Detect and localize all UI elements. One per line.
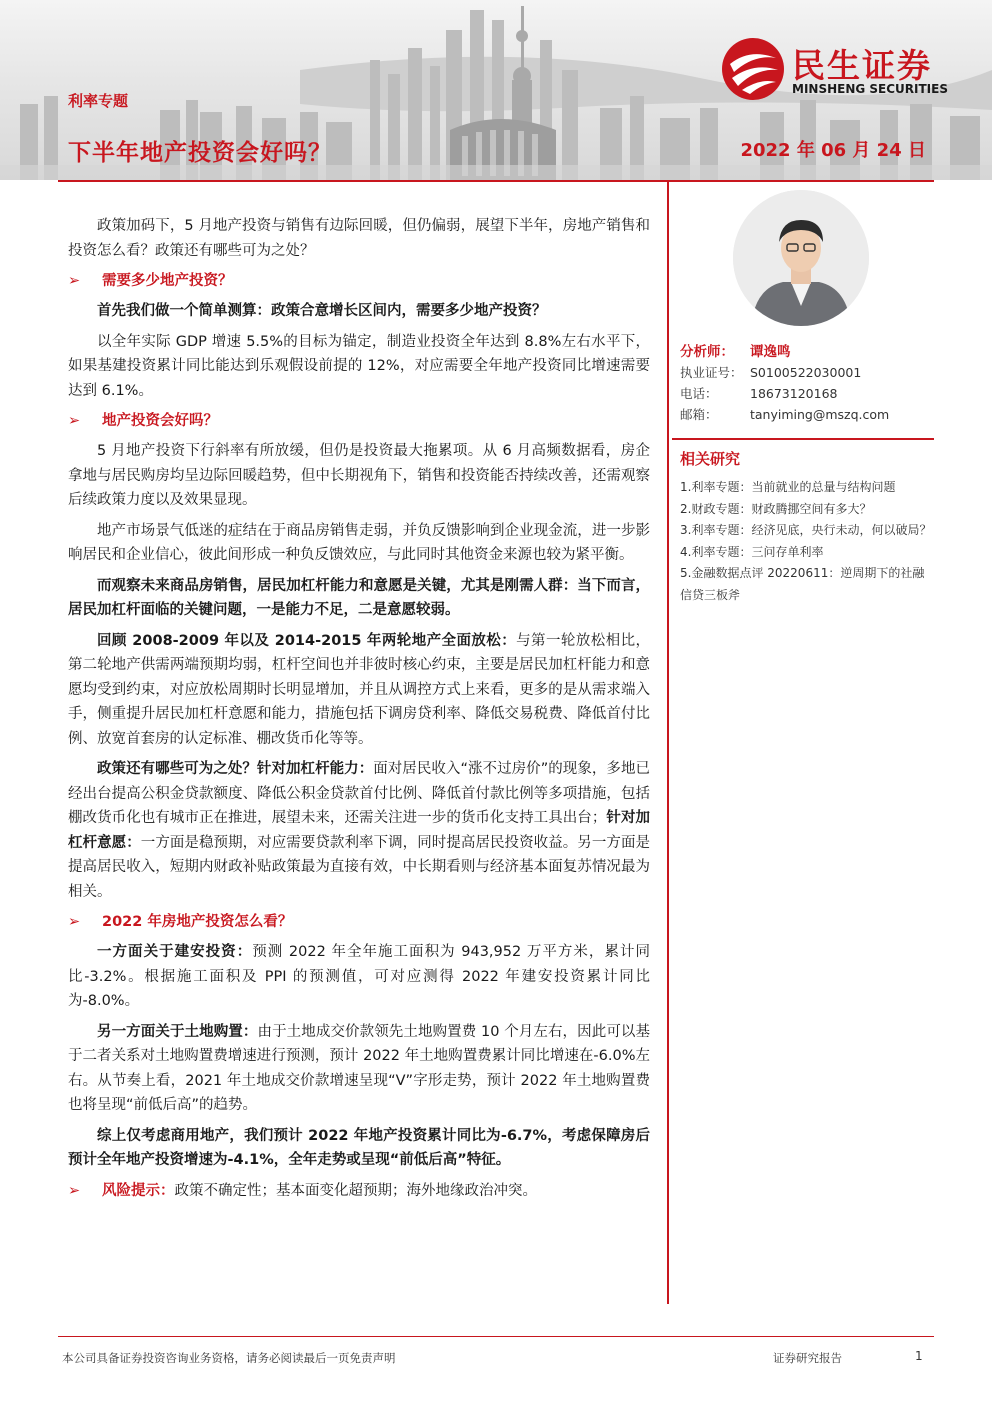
paragraph: 地产市场景气低迷的症结在于商品房销售走弱，并负反馈影响到企业现金流，进一步影响居民和企业信心，彼此间形成一种负反馈效应，与此同时其他资金来源也较为紧平衡。 — [68, 522, 650, 563]
report-date: 2022 年 06 月 24 日 — [740, 140, 926, 161]
main-body — [68, 214, 650, 1209]
analyst-email-row — [680, 405, 934, 426]
related-research-title: 相关研究 — [680, 450, 741, 468]
sidebar-divider — [672, 438, 934, 440]
arrow-bullet-icon: ➢ — [68, 914, 81, 930]
footer-report-type: 证券研究报告 — [773, 1351, 842, 1365]
analyst-avatar — [733, 190, 869, 326]
analyst-cert-label: 执业证号： — [680, 365, 743, 380]
footer-disclaimer: 本公司具备证券投资咨询业务资格，请务必阅读最后一页免责声明 — [62, 1351, 396, 1365]
risk-label: 风险提示： — [102, 1182, 175, 1199]
analyst-email: tanyiming@mszq.com — [750, 407, 890, 422]
section-title: 地产投资会好吗？ — [102, 413, 218, 429]
brand-name-en: MINSHENG SECURITIES — [792, 82, 948, 96]
section-heading — [68, 910, 650, 934]
related-research-list — [680, 477, 934, 606]
analyst-email-label: 邮箱： — [680, 407, 718, 422]
paragraph — [68, 1020, 650, 1118]
related-research-item[interactable]: 2.财政专题：财政腾挪空间有多大？ — [680, 501, 872, 516]
arrow-bullet-icon: ➢ — [68, 273, 81, 289]
paragraph-lead: 政策还有哪些可为之处？针对加杠杆能力： — [97, 761, 374, 777]
related-research-item[interactable]: 3.利率专题：经济见底，央行未动，何以破局？ — [680, 523, 932, 537]
paragraph — [68, 629, 650, 752]
analyst-cert: S0100522030001 — [750, 365, 862, 380]
analyst-photo-icon — [733, 190, 869, 326]
report-header — [0, 0, 992, 180]
analyst-name: 谭逸鸣 — [750, 344, 791, 360]
column-divider — [667, 182, 669, 1304]
paragraph: 5 月地产投资下行斜率有所放缓，但仍是投资最大拖累项。从 6 月高频数据看，房企拿地与居民购房均呈边际回暖趋势，但中长期视角下，销售和投资能否持续改善，还需观察后续政策力度以及效果显现。 — [68, 443, 650, 508]
minsheng-logo-icon — [720, 36, 786, 102]
risk-text: 政策不确定性；基本面变化超预期；海外地缘政治冲突。 — [174, 1182, 537, 1199]
paragraph — [68, 757, 650, 904]
paragraph-lead: 一方面关于建安投资： — [97, 944, 253, 960]
analyst-info — [680, 342, 934, 426]
paragraph-text: 预测 2022 年全年施工面积为 943,952 万平方米，累计同比-3.2%。根据施工面积及 PPI 的预测值，可对应测得 2022 年建安投资累计同比为-8.0%。 — [68, 944, 650, 1009]
section-heading — [68, 409, 650, 433]
section-heading — [68, 269, 650, 293]
analyst-phone: 18673120168 — [750, 386, 838, 401]
analyst-phone-row — [680, 384, 934, 405]
analyst-phone-label: 电话： — [680, 386, 718, 401]
related-research-item[interactable]: 4.利率专题：三问存单利率 — [680, 544, 824, 559]
paragraph: 首先我们做一个简单测算：政策合意增长区间内，需要多少地产投资？ — [97, 303, 547, 319]
section-title: 2022 年房地产投资怎么看？ — [102, 914, 293, 930]
footer-divider — [58, 1336, 934, 1337]
brand-name-cn: 民生证券 — [792, 46, 932, 85]
analyst-name-row — [680, 342, 934, 363]
paragraph-lead: 另一方面关于土地购置： — [97, 1023, 258, 1040]
analyst-name-label: 分析师： — [680, 344, 734, 360]
paragraph-text: 一方面是稳预期，对应需要贷款利率下调，同时提高居民投资收益。另一方面是提高居民收入，短期内财政补贴政策最为直接有效，中长期看则与经济基本面复苏情况最为相关。 — [68, 834, 651, 900]
analyst-cert-row — [680, 363, 934, 384]
paragraph-lead: 回顾 2008-2009 年以及 2014-2015 年两轮地产全面放松： — [97, 632, 517, 649]
paragraph: 综上仅考虑商用地产，我们预计 2022 年地产投资累计同比为-6.7%，考虑保障房后预计全年地产投资增速为-4.1%，全年走势或呈现“前低后高”特征。 — [68, 1127, 650, 1168]
header-divider — [58, 180, 934, 182]
paragraph — [68, 940, 650, 1014]
intro-paragraph: 政策加码下，5 月地产投资与销售有边际回暖，但仍偏弱，展望下半年，房地产销售和投资怎么看？政策还有哪些可为之处？ — [68, 218, 650, 259]
paragraph-text: 由于土地成交价款领先土地购置费 10 个月左右，因此可以基于二者关系对土地购置费增速进行预测，预计 2022 年土地购置费累计同比增速在-6.0%左右。从节奏上看，2021 年土地成交价款增速呈现“V”字形走势，预计 2022 年土地购置费也将呈现“前低后高”的趋势。 — [68, 1023, 651, 1113]
report-category: 利率专题 — [68, 92, 129, 110]
paragraph-lead: 针对加杠杆意愿： — [68, 810, 650, 851]
page-number: 1 — [915, 1349, 923, 1363]
risk-warning — [68, 1179, 650, 1203]
paragraph-text: 与第一轮放松相比，第二轮地产供需两端预期均弱，杠杆空间也并非彼时核心约束，主要是居民加杠杆能力和意愿均受到约束，对应放松周期时长明显增加，并且从调控方式上来看，更多的是从需求端入手，侧重提升居民加杠杆意愿和能力，措施包括下调房贷利率、降低交易税费、降低首付比例、放宽首套房的认定标准、棚改货币化等等。 — [68, 632, 651, 747]
paragraph-text: 面对居民收入“涨不过房价”的现象，多地已经出台提高公积金贷款额度、降低公积金贷款首付比例、降低首付款比例等多项措施，包括棚改货币化也有城市正在推进，展望未来，还需关注进一步的货币化支持工具出台； — [68, 761, 650, 826]
brand-logo — [720, 36, 970, 106]
paragraph: 而观察未来商品房销售，居民加杠杆能力和意愿是关键，尤其是刚需人群：当下而言，居民加杠杆面临的关键问题，一是能力不足，二是意愿较弱。 — [68, 577, 650, 618]
paragraph: 以全年实际 GDP 增速 5.5%的目标为锚定，制造业投资全年达到 8.8%左右水平下，如果基建投资累计同比能达到乐观假设前提的 12%，对应需要全年地产投资同比增速需要达到 6.1%。 — [68, 333, 650, 399]
related-research-item[interactable]: 1.利率专题：当前就业的总量与结构问题 — [680, 480, 896, 494]
arrow-bullet-icon: ➢ — [68, 413, 81, 429]
report-title: 下半年地产投资会好吗？ — [68, 140, 332, 166]
section-title: 需要多少地产投资？ — [102, 273, 233, 289]
related-research — [680, 448, 934, 606]
arrow-bullet-icon: ➢ — [68, 1182, 81, 1199]
related-research-item[interactable]: 5.金融数据点评 20220611：逆周期下的社融信贷三板斧 — [680, 566, 925, 602]
